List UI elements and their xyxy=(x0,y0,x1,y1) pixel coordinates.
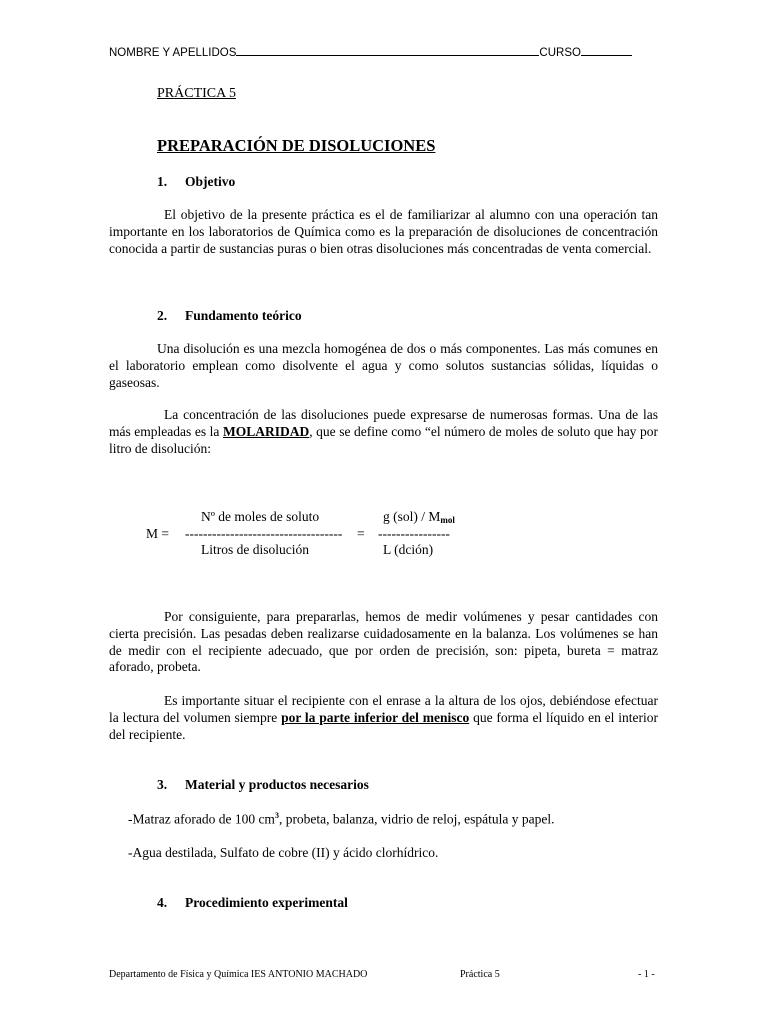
fundamento-p4-text-end: que forma el líquido en el interior del recipiente. xyxy=(109,709,658,742)
fundamento-p2-text-end: , que se define como “el número de moles de soluto que hay por litro de disolución: xyxy=(109,423,658,456)
fundamento-p4-text: Es importante situar el recipiente con el enrase a la altura de los ojos, debiéndose efectuar la lectura del volumen siempre xyxy=(109,693,658,725)
fundamento-paragraph-1 xyxy=(109,341,658,391)
formula-numerator-2-sub: mol xyxy=(440,515,455,525)
formula-denominator-1: Litros de disolución xyxy=(201,542,309,557)
section-heading-procedimiento xyxy=(157,895,348,911)
material-item-1-text: -Matraz aforado de 100 cm xyxy=(128,811,275,827)
section-number: 2. xyxy=(157,308,168,323)
section-number: 4. xyxy=(157,895,168,910)
material-item-1 xyxy=(128,811,554,828)
nombre-blank xyxy=(236,44,539,56)
formula-lhs: M = xyxy=(146,526,169,541)
fundamento-paragraph-4 xyxy=(109,693,658,743)
section-title: Material y productos necesarios xyxy=(185,777,369,792)
section-number: 1. xyxy=(157,174,168,189)
formula-numerator-1: Nº de moles de soluto xyxy=(201,509,320,524)
fundamento-p3-text: Por consiguiente, para prepararlas, hemos de medir volúmenes y pesar cantidades con cierta precisión. Las pesadas deben realizarse cuidadosamente en la balanza. Los volúmenes se han de medir con el recipiente adecuado, que por orden de precisión, son: pipeta, bureta = matraz aforado, probeta. xyxy=(109,609,658,675)
fundamento-p1-text: Una disolución es una mezcla homogénea de dos o más componentes. Las más comunes en el laboratorio emplean como disolvente el agua y como solutos sustancias sólidas, líquidas o gaseosas. xyxy=(109,341,658,390)
fundamento-p2-text: La concentración de las disoluciones puede expresarse de numerosas formas. Una de las más empleadas es la xyxy=(109,407,658,439)
nombre-label: NOMBRE Y APELLIDOS xyxy=(109,47,237,59)
formula-equals: = xyxy=(357,526,365,541)
student-header xyxy=(109,44,632,60)
section-title: Objetivo xyxy=(185,174,236,189)
section-title: Procedimiento experimental xyxy=(185,895,348,910)
formula-denominator-2: L (dción) xyxy=(383,542,434,557)
curso-label: CURSO xyxy=(539,47,581,59)
fundamento-paragraph-3 xyxy=(109,609,658,676)
section-heading-material xyxy=(157,777,369,793)
practica-label: PRÁCTICA 5 xyxy=(157,86,236,101)
section-heading-objetivo xyxy=(157,174,235,190)
molaridad-term: MOLARIDAD xyxy=(222,423,310,439)
section-heading-fundamento xyxy=(157,308,302,324)
footer-department: Departamento de Física y Química IES ANTONIO MACHADO xyxy=(109,969,368,980)
section-title: Fundamento teórico xyxy=(185,308,302,323)
footer-page-number: - 1 - xyxy=(638,969,655,980)
objetivo-text: El objetivo de la presente práctica es el de familiarizar al alumno con una operación tan importante en los laboratorios de Química como es la preparación de disoluciones de concentración conocida a partir de sustancias puras o bien otras disoluciones más concentradas de venta comercial. xyxy=(109,207,658,256)
formula-numerator-2-text: g (sol) / M xyxy=(383,509,441,524)
footer-practica: Práctica 5 xyxy=(460,969,500,980)
formula-dashes-1: ----------------------------------- xyxy=(185,526,343,541)
cubic-superscript: 3 xyxy=(274,811,279,820)
formula-numerator-2 xyxy=(383,509,455,525)
menisco-emphasis: por la parte inferior del menisco xyxy=(281,709,470,725)
fundamento-paragraph-2 xyxy=(109,407,658,457)
page-title: PREPARACIÓN DE DISOLUCIONES xyxy=(157,136,436,155)
section-number: 3. xyxy=(157,777,168,792)
material-item-1-text-end: , probeta, balanza, vidrio de reloj, espátula y papel. xyxy=(278,811,555,827)
material-item-2: -Agua destilada, Sulfato de cobre (II) y ácido clorhídrico. xyxy=(128,845,439,860)
curso-blank xyxy=(581,44,632,56)
formula-dashes-2: ---------------- xyxy=(378,526,450,541)
objetivo-paragraph xyxy=(109,207,658,257)
